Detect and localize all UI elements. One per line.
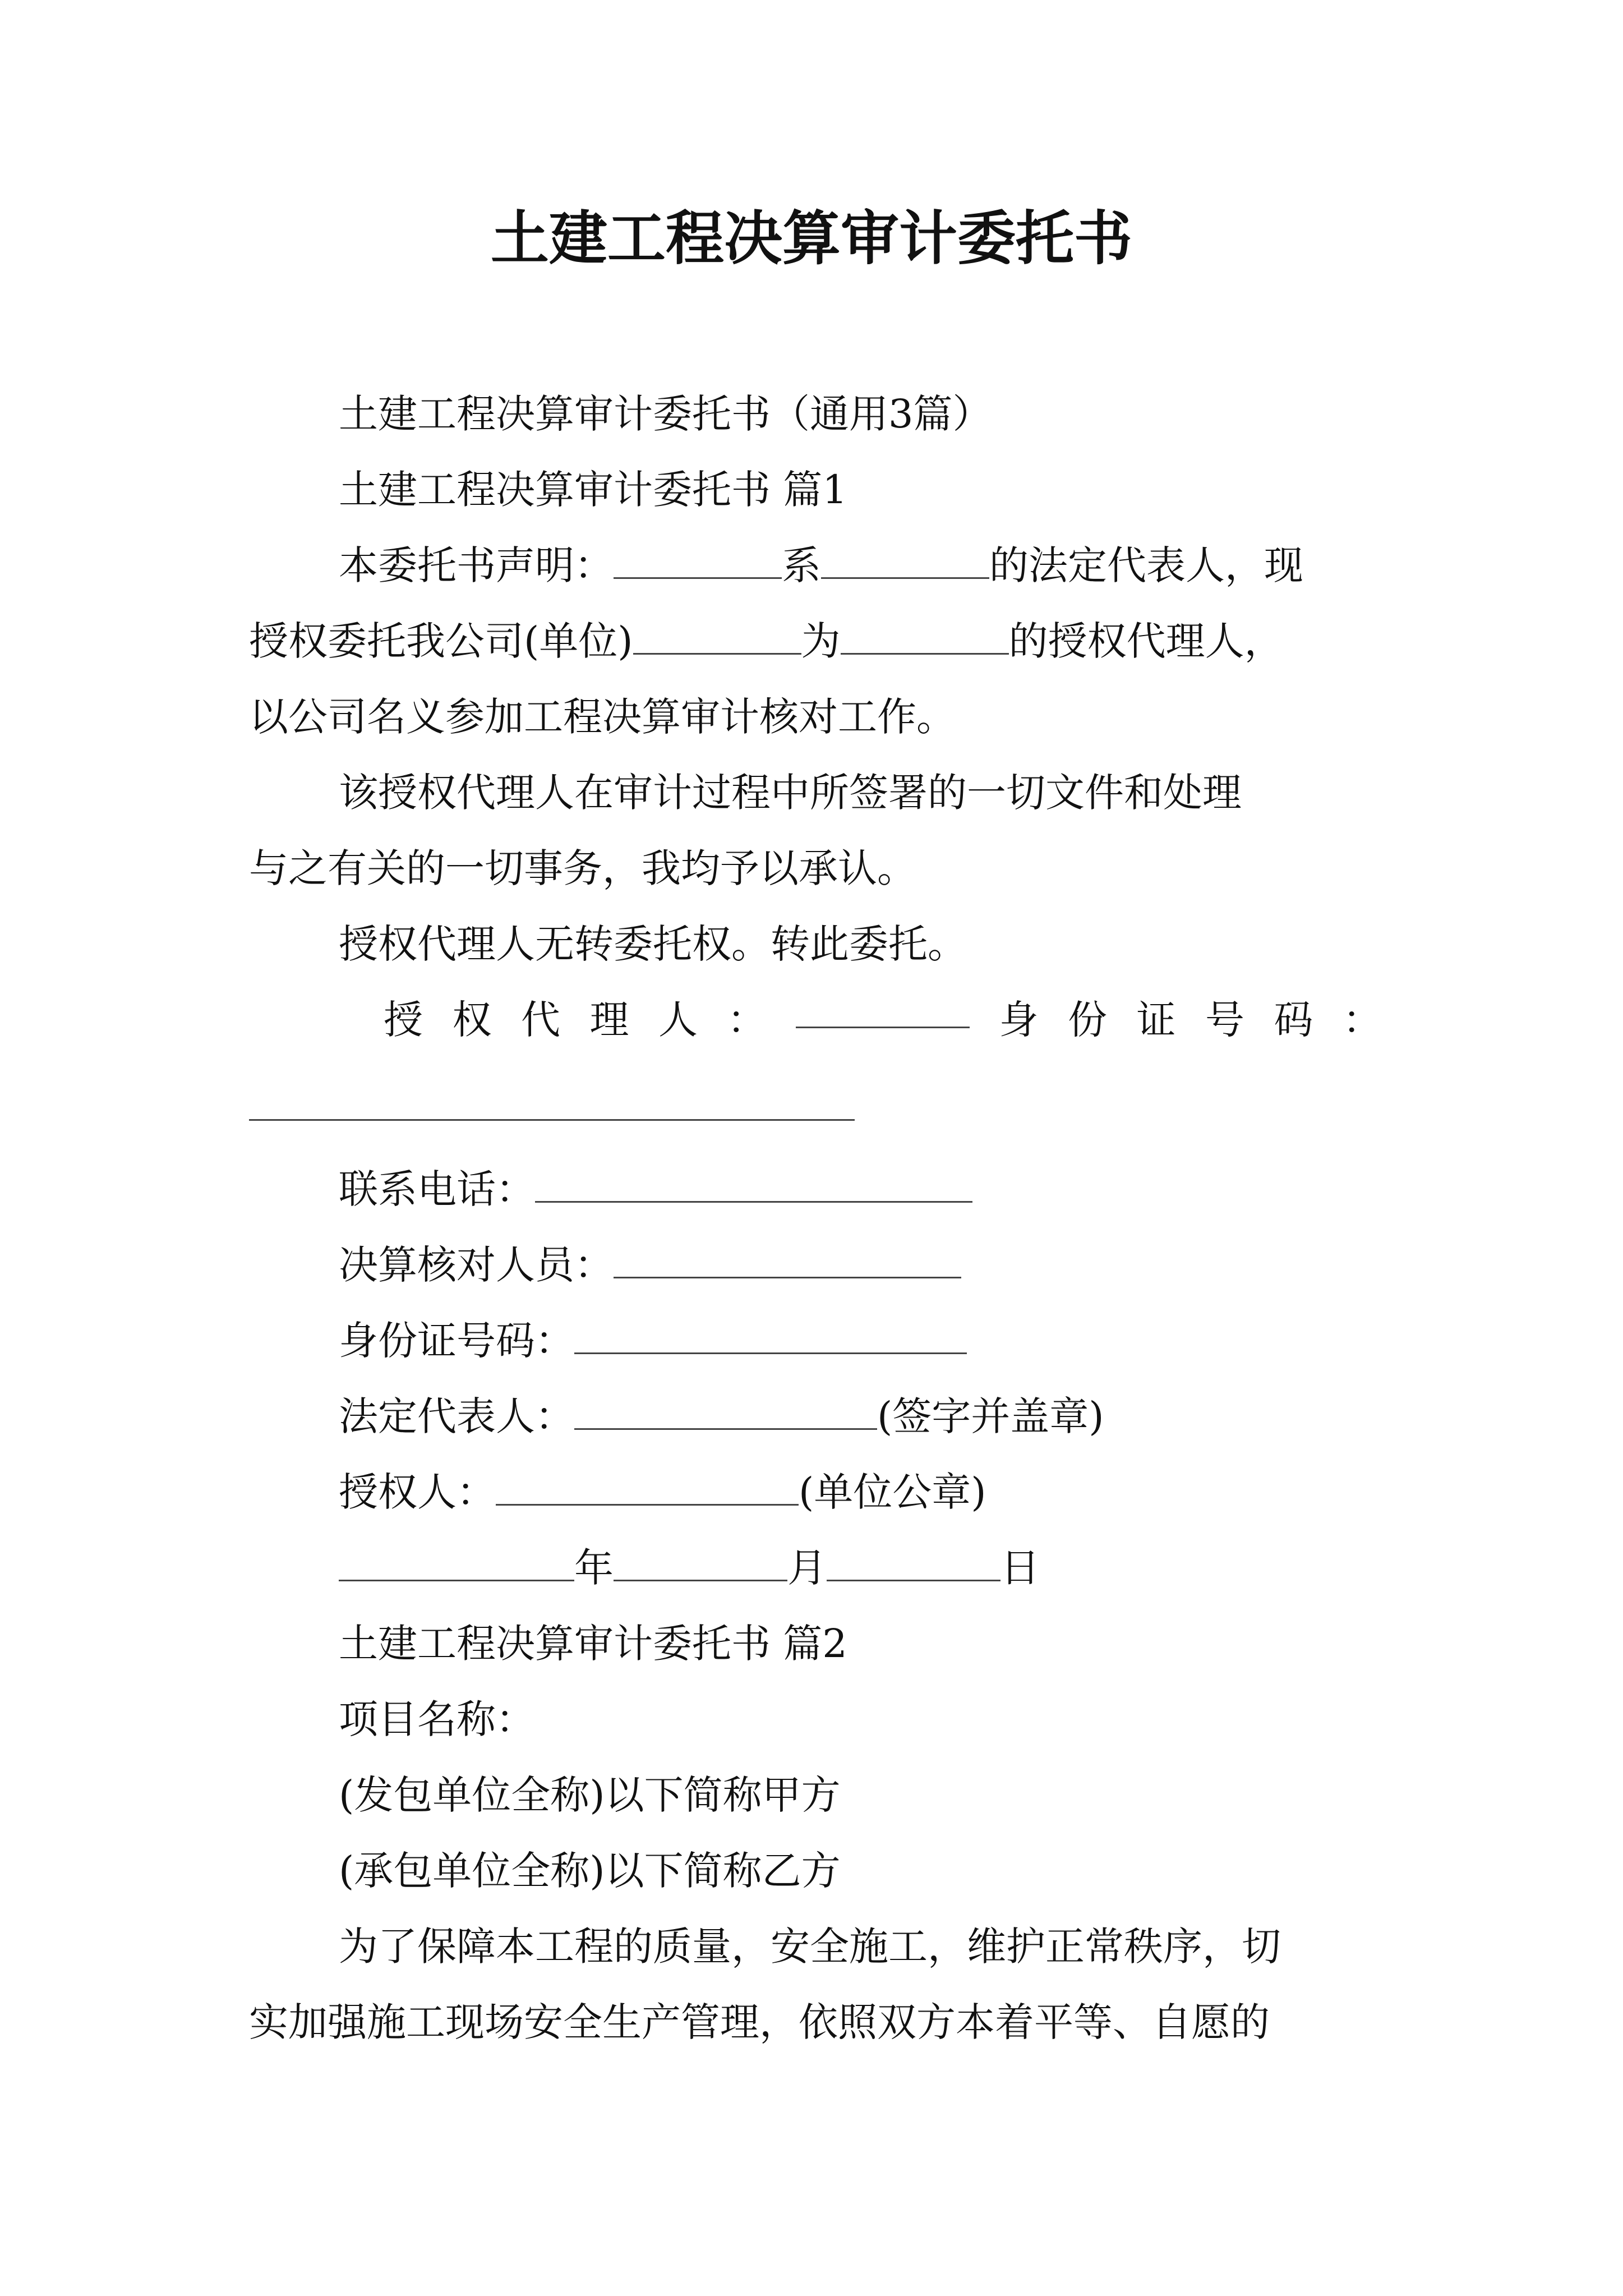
year-blank (339, 1545, 574, 1581)
text-authorize: 授权委托我公司(单位) (249, 618, 633, 664)
project-name-label: 项目名称： (339, 1696, 535, 1742)
agent-blank (796, 992, 970, 1028)
section-2-heading: 土建工程决算审计委托书 篇2 (339, 1621, 847, 1667)
id-char-5: 码 (1274, 997, 1313, 1043)
day-blank (827, 1545, 1000, 1581)
date-row (249, 1540, 1382, 1596)
paragraph-1-line-2 (249, 613, 1382, 669)
year-label: 年 (574, 1545, 614, 1591)
paragraph-1-line-3: 以公司名义参加工程决算审计核对工作。 (249, 694, 956, 740)
agent-char-1: 授 (384, 997, 423, 1043)
id-number-blank (249, 1119, 855, 1121)
document-title: 土建工程决算审计委托书 (490, 204, 1132, 273)
paragraph-1-line-1 (249, 537, 1382, 593)
agent-char-4: 理 (589, 997, 629, 1043)
authorizer-blank (496, 1469, 799, 1506)
authorizer-note: (单位公章) (799, 1469, 986, 1515)
paragraph-2-line-2: 与之有关的一切事务，我均予以承认。 (249, 845, 916, 891)
month-blank (614, 1545, 787, 1581)
text-xi: 系 (782, 542, 821, 588)
text-legal-rep: 的法定代表人，现 (989, 542, 1303, 588)
paragraph-3: 授权代理人无转委托权。转此委托。 (339, 921, 967, 967)
id-label: 身份证号码： (339, 1318, 574, 1364)
party-a: (发包单位全称)以下简称甲方 (339, 1772, 841, 1818)
legal-rep-row (249, 1388, 1382, 1444)
checker-label: 决算核对人员： (339, 1242, 614, 1288)
checker-blank (614, 1242, 961, 1278)
agent-char-2: 权 (452, 997, 492, 1043)
phone-blank (535, 1166, 972, 1203)
id-row (249, 1313, 1382, 1369)
paragraph-4-line-2: 实加强施工现场安全生产管理，依照双方本着平等、自愿的 (249, 1999, 1270, 2045)
phone-row (249, 1161, 1382, 1217)
legal-rep-note: (签字并盖章) (877, 1393, 1104, 1439)
paragraph-2-line-1: 该授权代理人在审计过程中所签署的一切文件和处理 (339, 770, 1242, 816)
authorizer-row (249, 1464, 1382, 1520)
company-blank (614, 542, 782, 579)
checker-row (249, 1237, 1382, 1293)
id-char-3: 证 (1136, 997, 1176, 1043)
month-label: 月 (787, 1545, 827, 1591)
agent-name-blank (633, 618, 801, 655)
section-1-heading: 土建工程决算审计委托书 篇1 (339, 467, 847, 513)
id-char-1: 身 (999, 997, 1039, 1043)
agent-char-5: 人 (658, 997, 698, 1043)
declaration-label: 本委托书声明： (339, 542, 614, 588)
id-char-4: 号 (1205, 997, 1244, 1043)
id-char-2: 份 (1068, 997, 1107, 1043)
agent-char-3: 代 (521, 997, 560, 1043)
id-char-6: ： (1343, 997, 1382, 1043)
agent-id-row (249, 992, 1382, 1048)
id-blank (574, 1318, 967, 1354)
authorizer-label: 授权人： (339, 1469, 496, 1515)
paragraph-4-line-1: 为了保障本工程的质量，安全施工，维护正常秩序，切 (339, 1924, 1281, 1970)
day-label: 日 (1000, 1545, 1040, 1591)
party-b: (承包单位全称)以下简称乙方 (339, 1848, 841, 1894)
agent-char-6: ： (727, 997, 767, 1043)
legal-rep-label: 法定代表人： (339, 1393, 574, 1439)
text-wei: 为 (801, 618, 841, 664)
subtitle: 土建工程决算审计委托书（通用3篇） (339, 391, 992, 437)
phone-label: 联系电话： (339, 1166, 535, 1212)
agent-company-blank (841, 618, 1009, 655)
legal-rep-blank (574, 1393, 877, 1430)
person-blank (821, 542, 989, 579)
text-agent: 的授权代理人， (1008, 618, 1284, 664)
